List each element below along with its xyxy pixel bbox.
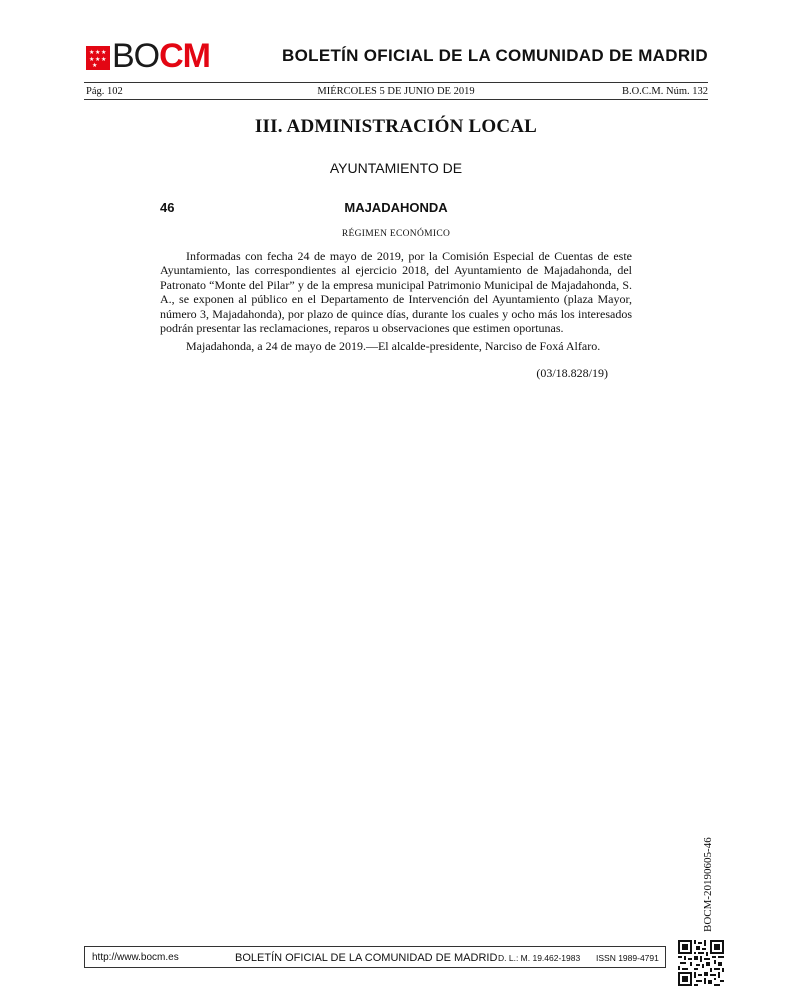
bocm-logo	[86, 37, 216, 75]
signature-line: Majadahonda, a 24 de mayo de 2019.—El alcalde-presidente, Narciso de Foxá Alfaro.	[186, 339, 601, 354]
announcement-body	[160, 249, 632, 354]
reference-code: (03/18.828/19)	[536, 366, 608, 380]
header-title: BOLETÍN OFICIAL DE LA COMUNIDAD DE MADRID	[282, 46, 708, 65]
header-rule-bottom	[84, 99, 708, 100]
municipality-name: MAJADAHONDA	[344, 200, 448, 215]
section-title: III. ADMINISTRACIÓN LOCAL	[254, 116, 538, 137]
page-number: Pág. 102	[86, 86, 123, 97]
document-id-vertical: BOCM-20190605-46	[702, 837, 714, 932]
logo-suffix: CM	[159, 37, 211, 75]
legal-deposit: D. L.: M. 19.462-1983	[498, 953, 581, 963]
footer-url-link[interactable]: http://www.bocm.es	[92, 952, 179, 963]
issue-number: B.O.C.M. Núm. 132	[621, 86, 708, 97]
issn: ISSN 1989-4791	[596, 953, 659, 963]
logo-prefix: BO	[112, 37, 160, 75]
body-paragraph: Informadas con fecha 24 de mayo de 2019, por la Comisión Especial de Cuentas de este Ayuntamiento, las correspondientes al ejercicio 2018, del Ayuntamiento de Majadahonda, del Patronato “Monte del Pilar” y de la empresa municipal Patrimonio Municipal de Majadahonda, S. A., se exponen al público en el Departamento de Intervención del Ayuntamiento (plaza Mayor, número 3, Majadahonda), por plazo de quince días, durante los cuales y ocho más los interesados podrán presentar las reclamaciones, reparos u observaciones que estimen oportunas.	[160, 249, 632, 336]
header-rule-top	[84, 82, 708, 83]
announcement-number: 46	[160, 200, 175, 215]
footer-title: BOLETÍN OFICIAL DE LA COMUNIDAD DE MADRID	[235, 952, 498, 964]
qr-code-icon	[678, 940, 724, 986]
madrid-flag-icon: ★ ★ ★ ★ ★ ★ ★	[86, 46, 110, 70]
issue-date: MIÉRCOLES 5 DE JUNIO DE 2019	[317, 86, 475, 97]
logo-wordmark	[112, 38, 210, 74]
subheading: RÉGIMEN ECONÓMICO	[341, 229, 451, 239]
entity-type: AYUNTAMIENTO DE	[329, 160, 463, 176]
